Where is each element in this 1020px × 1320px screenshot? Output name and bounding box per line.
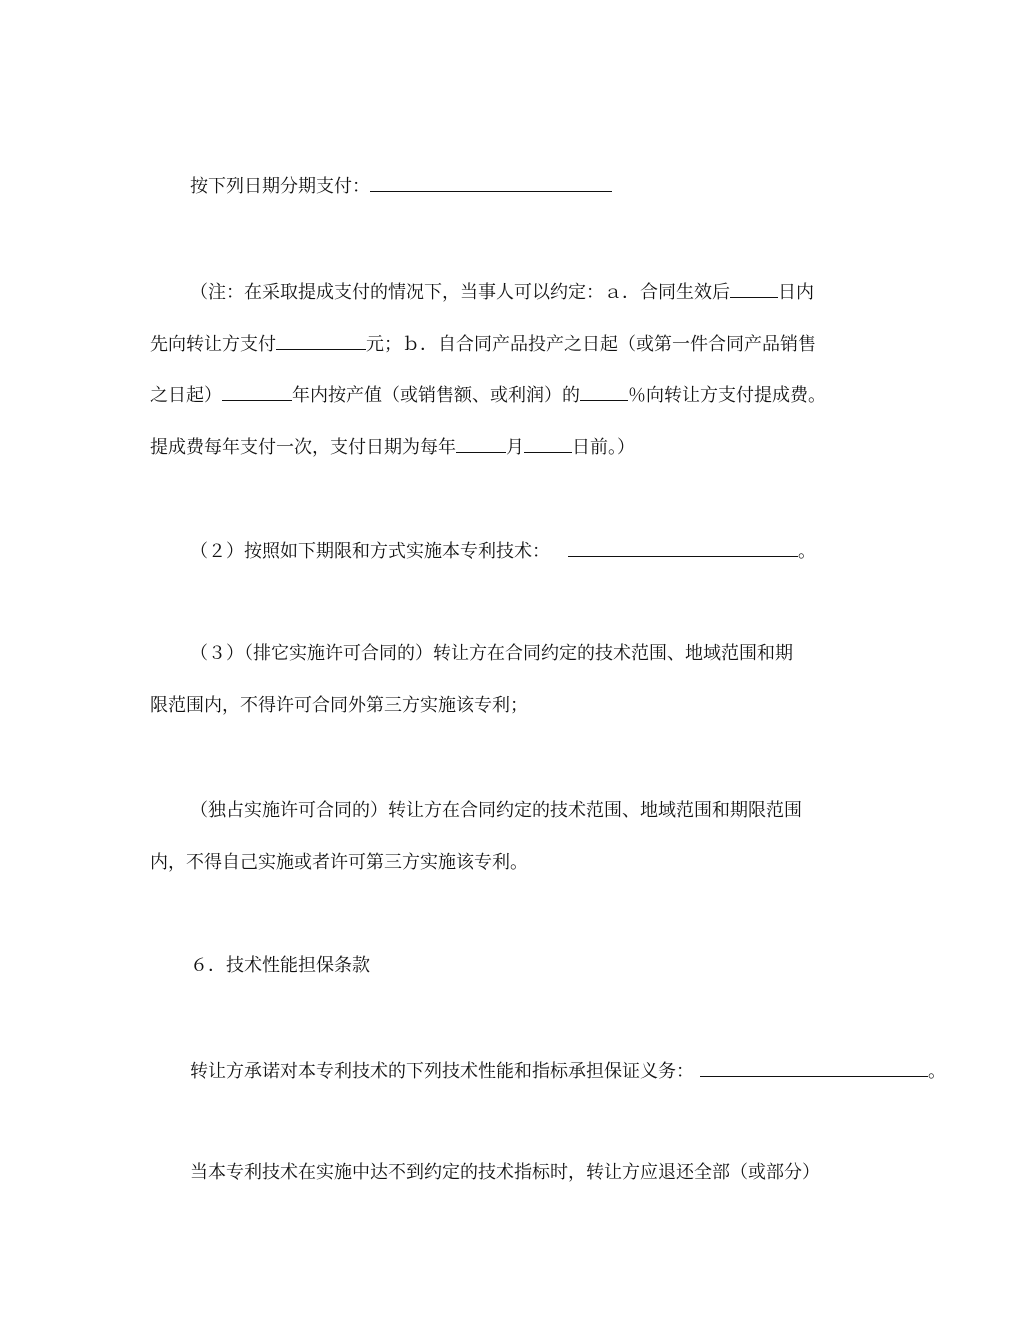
installment-payment-line: [190, 173, 612, 200]
text-segment: 年内按产值（或销售额、或利润）的: [292, 385, 580, 406]
fill-in-blank[interactable]: [700, 1058, 928, 1077]
fill-in-blank[interactable]: [580, 382, 628, 401]
text-segment: 日前。）: [572, 437, 635, 458]
text-segment: 按下列日期分期支付：: [190, 176, 370, 197]
text-segment: （独占实施许可合同的）转让方在合同约定的技术范围、地域范围和期限范围: [190, 800, 802, 821]
fill-in-blank[interactable]: [456, 434, 506, 453]
fill-in-blank[interactable]: [730, 279, 778, 298]
exclusive-license-line-1: [190, 798, 802, 824]
fill-in-blank[interactable]: [568, 538, 798, 557]
text-segment: 限范围内，不得许可合同外第三方实施该专利；: [150, 695, 528, 716]
clause-3-line-1: [190, 641, 793, 667]
refund-clause-line: [190, 1160, 820, 1186]
note-line-2: [150, 331, 816, 358]
fill-in-blank[interactable]: [524, 434, 572, 453]
text-segment: （注：在采取提成支付的情况下，当事人可以约定：ａ．合同生效后: [190, 282, 730, 303]
fill-in-blank[interactable]: [370, 173, 612, 192]
clause-2-line: [190, 538, 816, 565]
fill-in-blank[interactable]: [222, 382, 292, 401]
text-segment: 当本专利技术在实施中达不到约定的技术指标时，转让方应退还全部（或部分）: [190, 1162, 820, 1183]
text-segment: （３）（排它实施许可合同的）转让方在合同约定的技术范围、地域范围和期: [190, 643, 793, 664]
text-segment: ６．技术性能担保条款: [190, 955, 370, 976]
performance-warranty-line: [190, 1058, 946, 1085]
clause-3-line-2: [150, 693, 528, 719]
text-segment: 日内: [778, 282, 814, 303]
text-segment: （２）按照如下期限和方式实施本专利技术：: [190, 541, 550, 562]
note-line-3: [150, 382, 826, 409]
note-line-4: [150, 434, 635, 461]
fill-in-blank[interactable]: [276, 331, 366, 350]
text-segment: 。: [798, 541, 816, 562]
exclusive-license-line-2: [150, 850, 528, 876]
section-6-heading: [190, 953, 370, 979]
note-line-1: [190, 279, 814, 306]
text-segment: ％向转让方支付提成费。: [628, 385, 826, 406]
text-segment: 内，不得自己实施或者许可第三方实施该专利。: [150, 852, 528, 873]
text-segment: 月: [506, 437, 524, 458]
text-segment: 之日起）: [150, 385, 222, 406]
text-segment: 提成费每年支付一次，支付日期为每年: [150, 437, 456, 458]
text-segment: 元；ｂ．自合同产品投产之日起（或第一件合同产品销售: [366, 334, 816, 355]
text-segment: 先向转让方支付: [150, 334, 276, 355]
text-segment: 。: [928, 1061, 946, 1082]
text-segment: 转让方承诺对本专利技术的下列技术性能和指标承担保证义务：: [190, 1061, 694, 1082]
